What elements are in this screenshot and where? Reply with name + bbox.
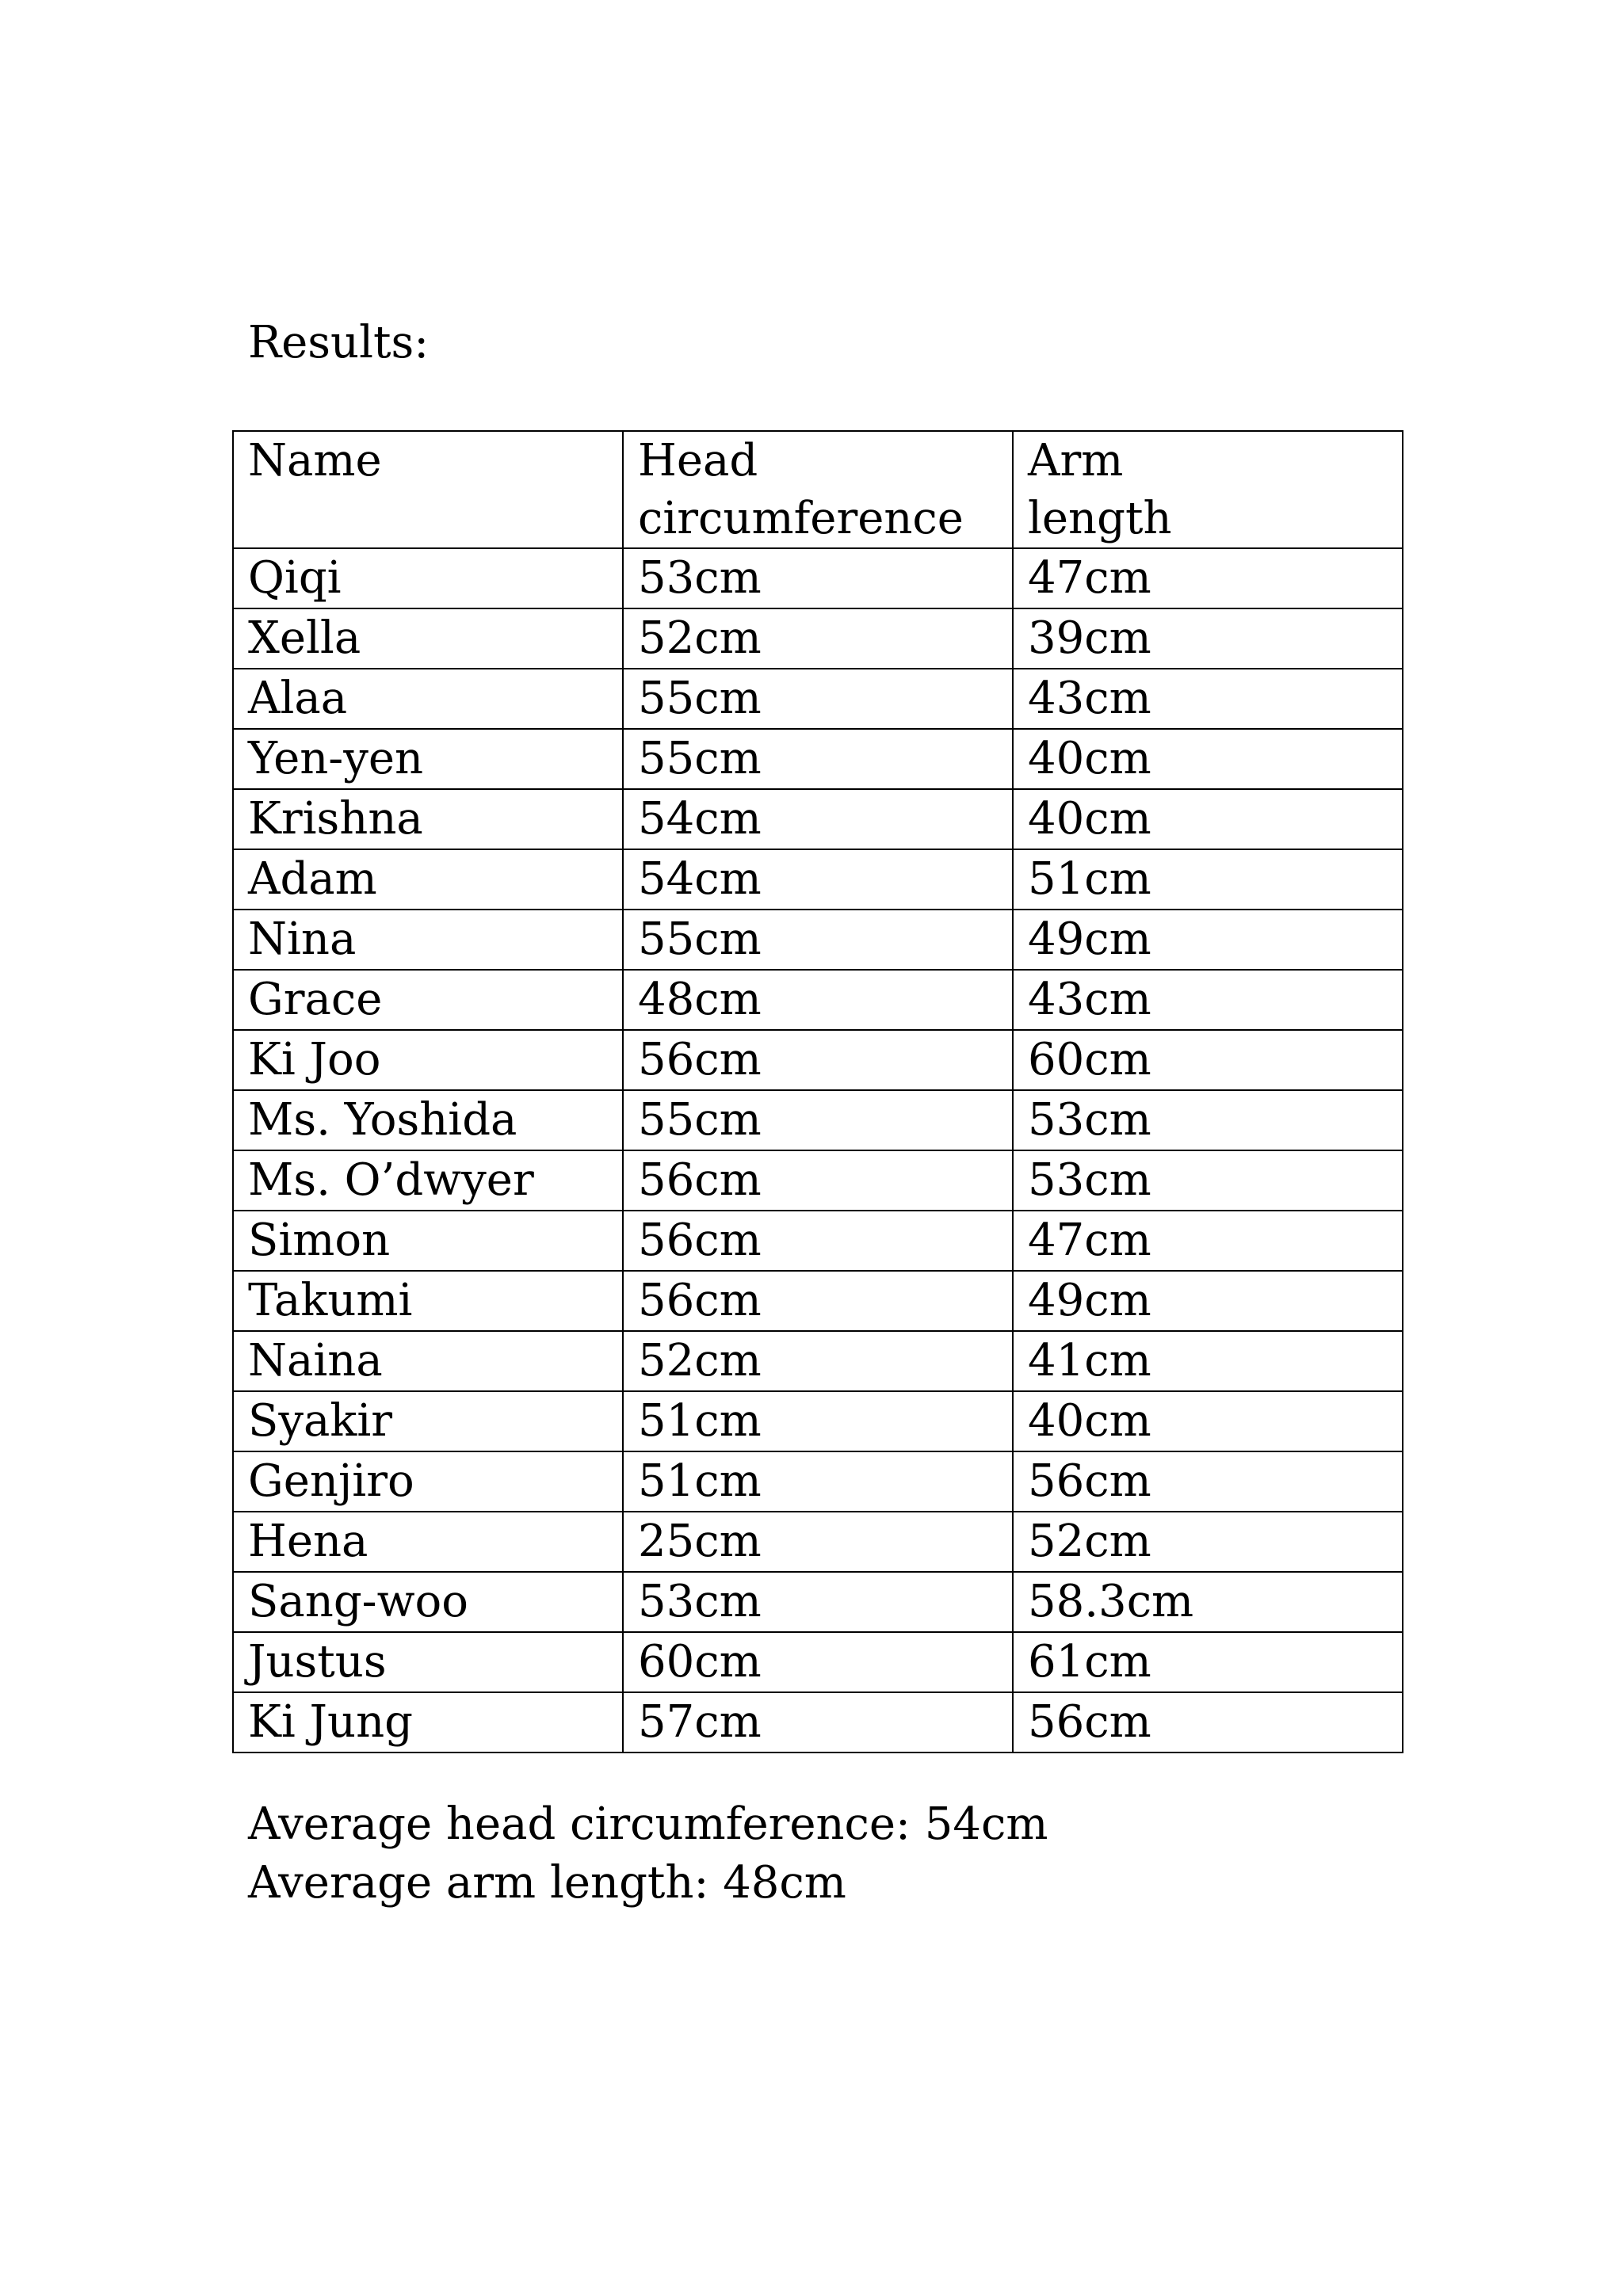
cell-head-circumference: 48cm [623, 970, 1013, 1030]
table-row [233, 729, 1403, 789]
cell-name: Sang-woo [233, 1572, 623, 1632]
table-row [233, 669, 1403, 729]
cell-name: Genjiro [233, 1451, 623, 1512]
cell-arm-length: 56cm [1013, 1692, 1403, 1753]
table-row [233, 608, 1403, 669]
cell-arm-length: 40cm [1013, 729, 1403, 789]
summary [248, 1795, 1048, 1913]
cell-name: Takumi [233, 1271, 623, 1331]
cell-arm-length: 60cm [1013, 1030, 1403, 1090]
cell-name: Adam [233, 849, 623, 910]
header-name [233, 431, 623, 548]
cell-arm-length: 47cm [1013, 1211, 1403, 1271]
cell-head-circumference: 55cm [623, 729, 1013, 789]
cell-name: Qiqi [233, 548, 623, 608]
table-row [233, 789, 1403, 849]
cell-name: Syakir [233, 1391, 623, 1451]
table-row [233, 1150, 1403, 1211]
cell-head-circumference: 54cm [623, 849, 1013, 910]
cell-arm-length: 53cm [1013, 1150, 1403, 1211]
table-row [233, 1451, 1403, 1512]
table-row [233, 910, 1403, 970]
results-table [232, 430, 1403, 1753]
cell-name: Krishna [233, 789, 623, 849]
cell-name: Grace [233, 970, 623, 1030]
cell-head-circumference: 55cm [623, 910, 1013, 970]
cell-head-circumference: 56cm [623, 1271, 1013, 1331]
cell-head-circumference: 56cm [623, 1211, 1013, 1271]
cell-arm-length: 47cm [1013, 548, 1403, 608]
cell-name: Xella [233, 608, 623, 669]
table-row [233, 1030, 1403, 1090]
table-row [233, 1692, 1403, 1753]
table-row [233, 548, 1403, 608]
cell-head-circumference: 51cm [623, 1451, 1013, 1512]
header-line: Head [638, 435, 758, 486]
cell-name: Hena [233, 1512, 623, 1572]
cell-head-circumference: 55cm [623, 1090, 1013, 1150]
cell-head-circumference: 54cm [623, 789, 1013, 849]
table-row [233, 1572, 1403, 1632]
table-row [233, 1211, 1403, 1271]
table-header-row [233, 431, 1403, 548]
cell-head-circumference: 52cm [623, 1331, 1013, 1391]
cell-arm-length: 56cm [1013, 1451, 1403, 1512]
cell-head-circumference: 53cm [623, 1572, 1013, 1632]
cell-head-circumference: 57cm [623, 1692, 1013, 1753]
cell-head-circumference: 56cm [623, 1150, 1013, 1211]
header-line: circumference [638, 493, 964, 544]
cell-arm-length: 52cm [1013, 1512, 1403, 1572]
cell-arm-length: 53cm [1013, 1090, 1403, 1150]
table-row [233, 1512, 1403, 1572]
cell-arm-length: 61cm [1013, 1632, 1403, 1692]
cell-head-circumference: 56cm [623, 1030, 1013, 1090]
header-line: Arm [1028, 435, 1124, 486]
cell-name: Justus [233, 1632, 623, 1692]
cell-head-circumference: 55cm [623, 669, 1013, 729]
cell-arm-length: 49cm [1013, 910, 1403, 970]
cell-arm-length: 49cm [1013, 1271, 1403, 1331]
cell-arm-length: 43cm [1013, 669, 1403, 729]
cell-head-circumference: 52cm [623, 608, 1013, 669]
cell-name: Simon [233, 1211, 623, 1271]
cell-head-circumference: 60cm [623, 1632, 1013, 1692]
results-heading: Results: [248, 317, 430, 368]
cell-name: Nina [233, 910, 623, 970]
cell-name: Naina [233, 1331, 623, 1391]
cell-name: Ms. O’dwyer [233, 1150, 623, 1211]
cell-arm-length: 51cm [1013, 849, 1403, 910]
table-row [233, 1632, 1403, 1692]
average-head-circumference: Average head circumference: 54cm [248, 1798, 1048, 1850]
cell-head-circumference: 25cm [623, 1512, 1013, 1572]
cell-arm-length: 43cm [1013, 970, 1403, 1030]
cell-name: Ki Joo [233, 1030, 623, 1090]
average-arm-length: Average arm length: 48cm [248, 1857, 846, 1909]
table-row [233, 970, 1403, 1030]
table-row [233, 1391, 1403, 1451]
table-row [233, 1331, 1403, 1391]
cell-arm-length: 39cm [1013, 608, 1403, 669]
cell-arm-length: 40cm [1013, 789, 1403, 849]
header-arm-length [1013, 431, 1403, 548]
cell-name: Alaa [233, 669, 623, 729]
header-line: Name [248, 435, 382, 486]
cell-name: Ms. Yoshida [233, 1090, 623, 1150]
cell-arm-length: 40cm [1013, 1391, 1403, 1451]
cell-head-circumference: 53cm [623, 548, 1013, 608]
table-body [233, 548, 1403, 1753]
table-row [233, 1090, 1403, 1150]
cell-name: Ki Jung [233, 1692, 623, 1753]
cell-arm-length: 58.3cm [1013, 1572, 1403, 1632]
cell-arm-length: 41cm [1013, 1331, 1403, 1391]
table-row [233, 849, 1403, 910]
header-head-circumference [623, 431, 1013, 548]
cell-name: Yen-yen [233, 729, 623, 789]
cell-head-circumference: 51cm [623, 1391, 1013, 1451]
header-line: length [1028, 493, 1172, 544]
table-row [233, 1271, 1403, 1331]
